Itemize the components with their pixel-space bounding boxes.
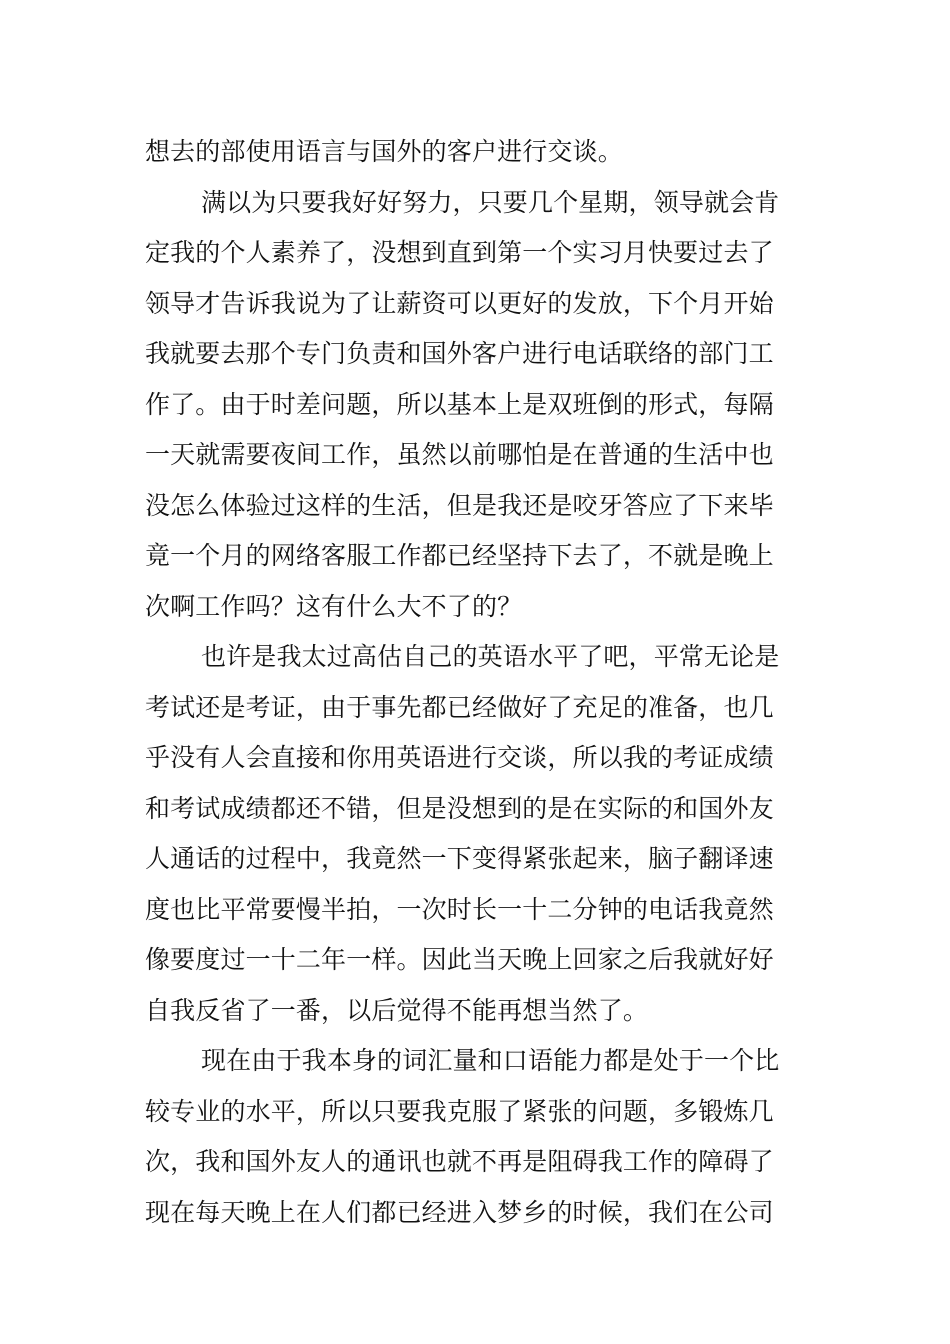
text-line: 乎没有人会直接和你用英语进行交谈，所以我的考证成绩 bbox=[145, 743, 774, 772]
text-line: 次，我和国外友人的通讯也就不再是阻碍我工作的障碍了 bbox=[145, 1147, 774, 1176]
text-line: 次啊工作吗？这有什么大不了的？ bbox=[145, 591, 523, 621]
text-line: 竟一个月的网络客服工作都已经坚持下去了，不就是晚上 bbox=[145, 541, 774, 570]
text-line: 一天就需要夜间工作，虽然以前哪怕是在普通的生活中也 bbox=[145, 440, 774, 469]
text-line: 较专业的水平，所以只要我克服了紧张的问题，多锻炼几 bbox=[145, 1096, 774, 1126]
text-line: 像要度过一十二年一样。因此当天晚上回家之后我就好好 bbox=[145, 945, 774, 974]
paragraph-start-line: 也许是我太过高估自己的英语水平了吧，平常无论是 bbox=[201, 642, 780, 671]
text-line: 没怎么体验过这样的生活，但是我还是咬牙答应了下来毕 bbox=[145, 490, 774, 520]
text-line: 度也比平常要慢半拍，一次时长一十二分钟的电话我竟然 bbox=[145, 894, 774, 924]
text-line: 考试还是考证，由于事先都已经做好了充足的准备，也几 bbox=[145, 692, 774, 722]
text-line: 作了。由于时差问题，所以基本上是双班倒的形式，每隔 bbox=[145, 389, 774, 419]
text-line: 想去的部使用语言与国外的客户进行交谈。 bbox=[145, 137, 623, 166]
text-line: 人通话的过程中，我竟然一下变得紧张起来，脑子翻译速 bbox=[145, 844, 774, 873]
text-line: 现在每天晚上在人们都已经进入梦乡的时候，我们在公司 bbox=[145, 1197, 774, 1227]
text-line: 自我反省了一番，以后觉得不能再想当然了。 bbox=[145, 995, 649, 1025]
text-line: 和考试成绩都还不错，但是没想到的是在实际的和国外友 bbox=[145, 793, 774, 823]
document-text-body bbox=[145, 127, 810, 1238]
paragraph-start-line: 满以为只要我好好努力，只要几个星期，领导就会肯 bbox=[201, 187, 780, 217]
text-line: 我就要去那个专门负责和国外客户进行电话联络的部门工 bbox=[145, 339, 774, 368]
text-line: 领导才告诉我说为了让薪资可以更好的发放，下个月开始 bbox=[145, 288, 774, 318]
text-line: 定我的个人素养了，没想到直到第一个实习月快要过去了 bbox=[145, 238, 774, 267]
paragraph-start-line: 现在由于我本身的词汇量和口语能力都是处于一个比 bbox=[201, 1046, 780, 1075]
